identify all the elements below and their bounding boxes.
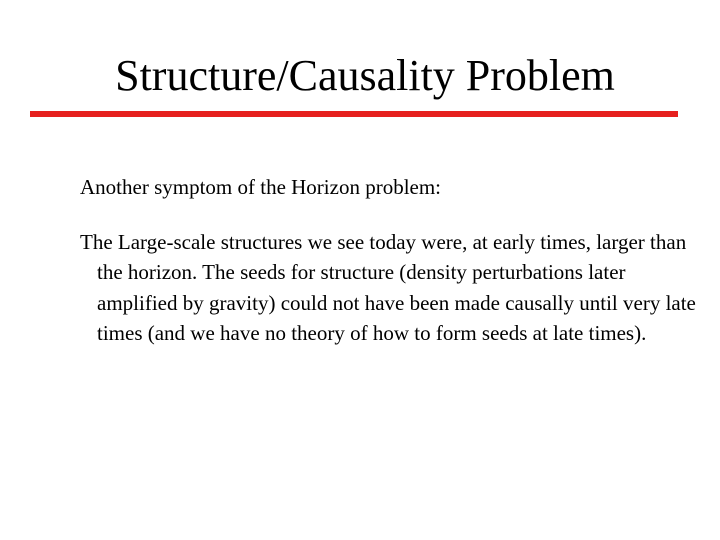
slide-title: Structure/Causality Problem: [115, 51, 615, 100]
slide-body: [80, 172, 700, 349]
title-underline: [30, 111, 678, 117]
paragraph-intro: Another symptom of the Horizon problem:: [80, 175, 442, 199]
paragraph-explanation: The Large-scale structures we see today were, at early times, larger than the horizon. The seeds for structure (density perturbations later amplified by gravity) could not have been made causally until very late times (and we have no theory of how to form seeds at late times).: [80, 229, 696, 345]
